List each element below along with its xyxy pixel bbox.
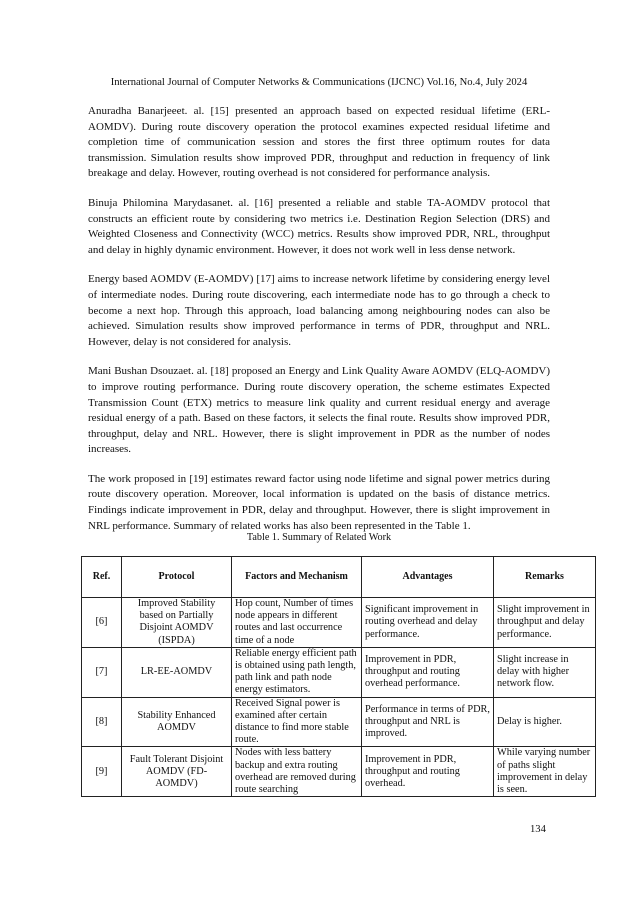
header-advantages: Advantages [362,557,494,598]
related-work-table [81,556,596,797]
cell-remarks: Slight improvement in throughput and delay performance. [494,598,596,648]
cell-ref: [8] [82,697,122,747]
cell-protocol: Stability Enhanced AOMDV [122,697,232,747]
header-protocol: Protocol [122,557,232,598]
table-caption: Table 1. Summary of Related Work [246,532,392,543]
cell-ref: [7] [82,647,122,697]
page-number: 134 [530,824,546,835]
cell-remarks: Delay is higher. [494,697,596,747]
paragraph-ta-aomdv: Binuja Philomina Marydasanet. al. [16] presented a reliable and stable TA-AOMDV protocol that constructs an efficient route by considering two metrics i.e. Destination Region Selection (DRS) and Weighted Closeness and Connectivity (WCC) metrics. Results show improved PDR, NRL, throughput and delay in highly dynamic environment. However, it does not work well in less dense network. [88,196,550,256]
table-row [82,598,596,648]
cell-protocol: Fault Tolerant Disjoint AOMDV (FD-AOMDV) [122,747,232,797]
cell-advantages: Improvement in PDR, throughput and routing overhead. [362,747,494,797]
cell-ref: [9] [82,747,122,797]
table-header-row [82,557,596,598]
cell-factors: Hop count, Number of times node appears in different routes and last occurrence time of a node [232,598,362,648]
header-factors: Factors and Mechanism [232,557,362,598]
cell-advantages: Performance in terms of PDR, throughput and NRL is improved. [362,697,494,747]
cell-factors: Received Signal power is examined after certain distance to find more stable route. [232,697,362,747]
paragraph-reward-factor: The work proposed in [19] estimates reward factor using node lifetime and signal power metrics during route discovery operation. Moreover, local information is updated on the basis of distance metrics. Findings indicate improvement in PDR, delay and throughput. However, there is slight improvement in NRL performance. Summary of related works has also been represented in the Table 1. [88,472,550,532]
body-text [88,104,550,548]
cell-advantages: Significant improvement in routing overhead and delay performance. [362,598,494,648]
cell-protocol: Improved Stability based on Partially Disjoint AOMDV (ISPDA) [122,598,232,648]
header-ref: Ref. [82,557,122,598]
journal-header: International Journal of Computer Networks & Communications (IJCNC) Vol.16, No.4, July 2024 [110,77,528,88]
cell-factors: Nodes with less battery backup and extra routing overhead are removed during route searching [232,747,362,797]
paragraph-e-aomdv: Energy based AOMDV (E-AOMDV) [17] aims to increase network lifetime by considering energy level of intermediate nodes. During route discovering, each intermediate node has to go through a check to become a next hop. Through this approach, load balancing among neighbouring nodes can also be achieved. Simulation results show improved performance in terms of PDR, throughput and NRL. However, delay is not considered for analysis. [88,273,550,348]
table-row [82,697,596,747]
table-row [82,647,596,697]
cell-factors: Reliable energy efficient path is obtained using path length, path link and path node energy estimators. [232,647,362,697]
paragraph-elq-aomdv: Mani Bushan Dsouzaet. al. [18] proposed an Energy and Link Quality Aware AOMDV (ELQ-AOMDV) to improve routing performance. During route discovery operation, the scheme estimates Expected Transmission Count (ETX) metrics to measure link quality and current residual energy and average residual energy of a path. Based on these factors, it selects the final route. Results show improved PDR, throughput, delay and NRL. However, there is slight improvement in PDR as the number of nodes increases. [88,365,550,456]
table-row [82,747,596,797]
cell-protocol: LR-EE-AOMDV [122,647,232,697]
header-remarks: Remarks [494,557,596,598]
cell-ref: [6] [82,598,122,648]
cell-remarks: While varying number of paths slight improvement in delay is seen. [494,747,596,797]
cell-advantages: Improvement in PDR, throughput and routing overhead performance. [362,647,494,697]
cell-remarks: Slight increase in delay with higher network flow. [494,647,596,697]
paragraph-erl-aomdv: Anuradha Banarjeeet. al. [15] presented an approach based on expected residual lifetime (ERL-AOMDV). During route discovery operation the protocol examines expected residual lifetime and completion time of communication session and stores the first three optimum routes for data transmission. Simulation results show improved PDR, throughput and reduction in frequency of link breakage and delay. However, routing overhead is not considered for performance analysis. [88,105,550,180]
